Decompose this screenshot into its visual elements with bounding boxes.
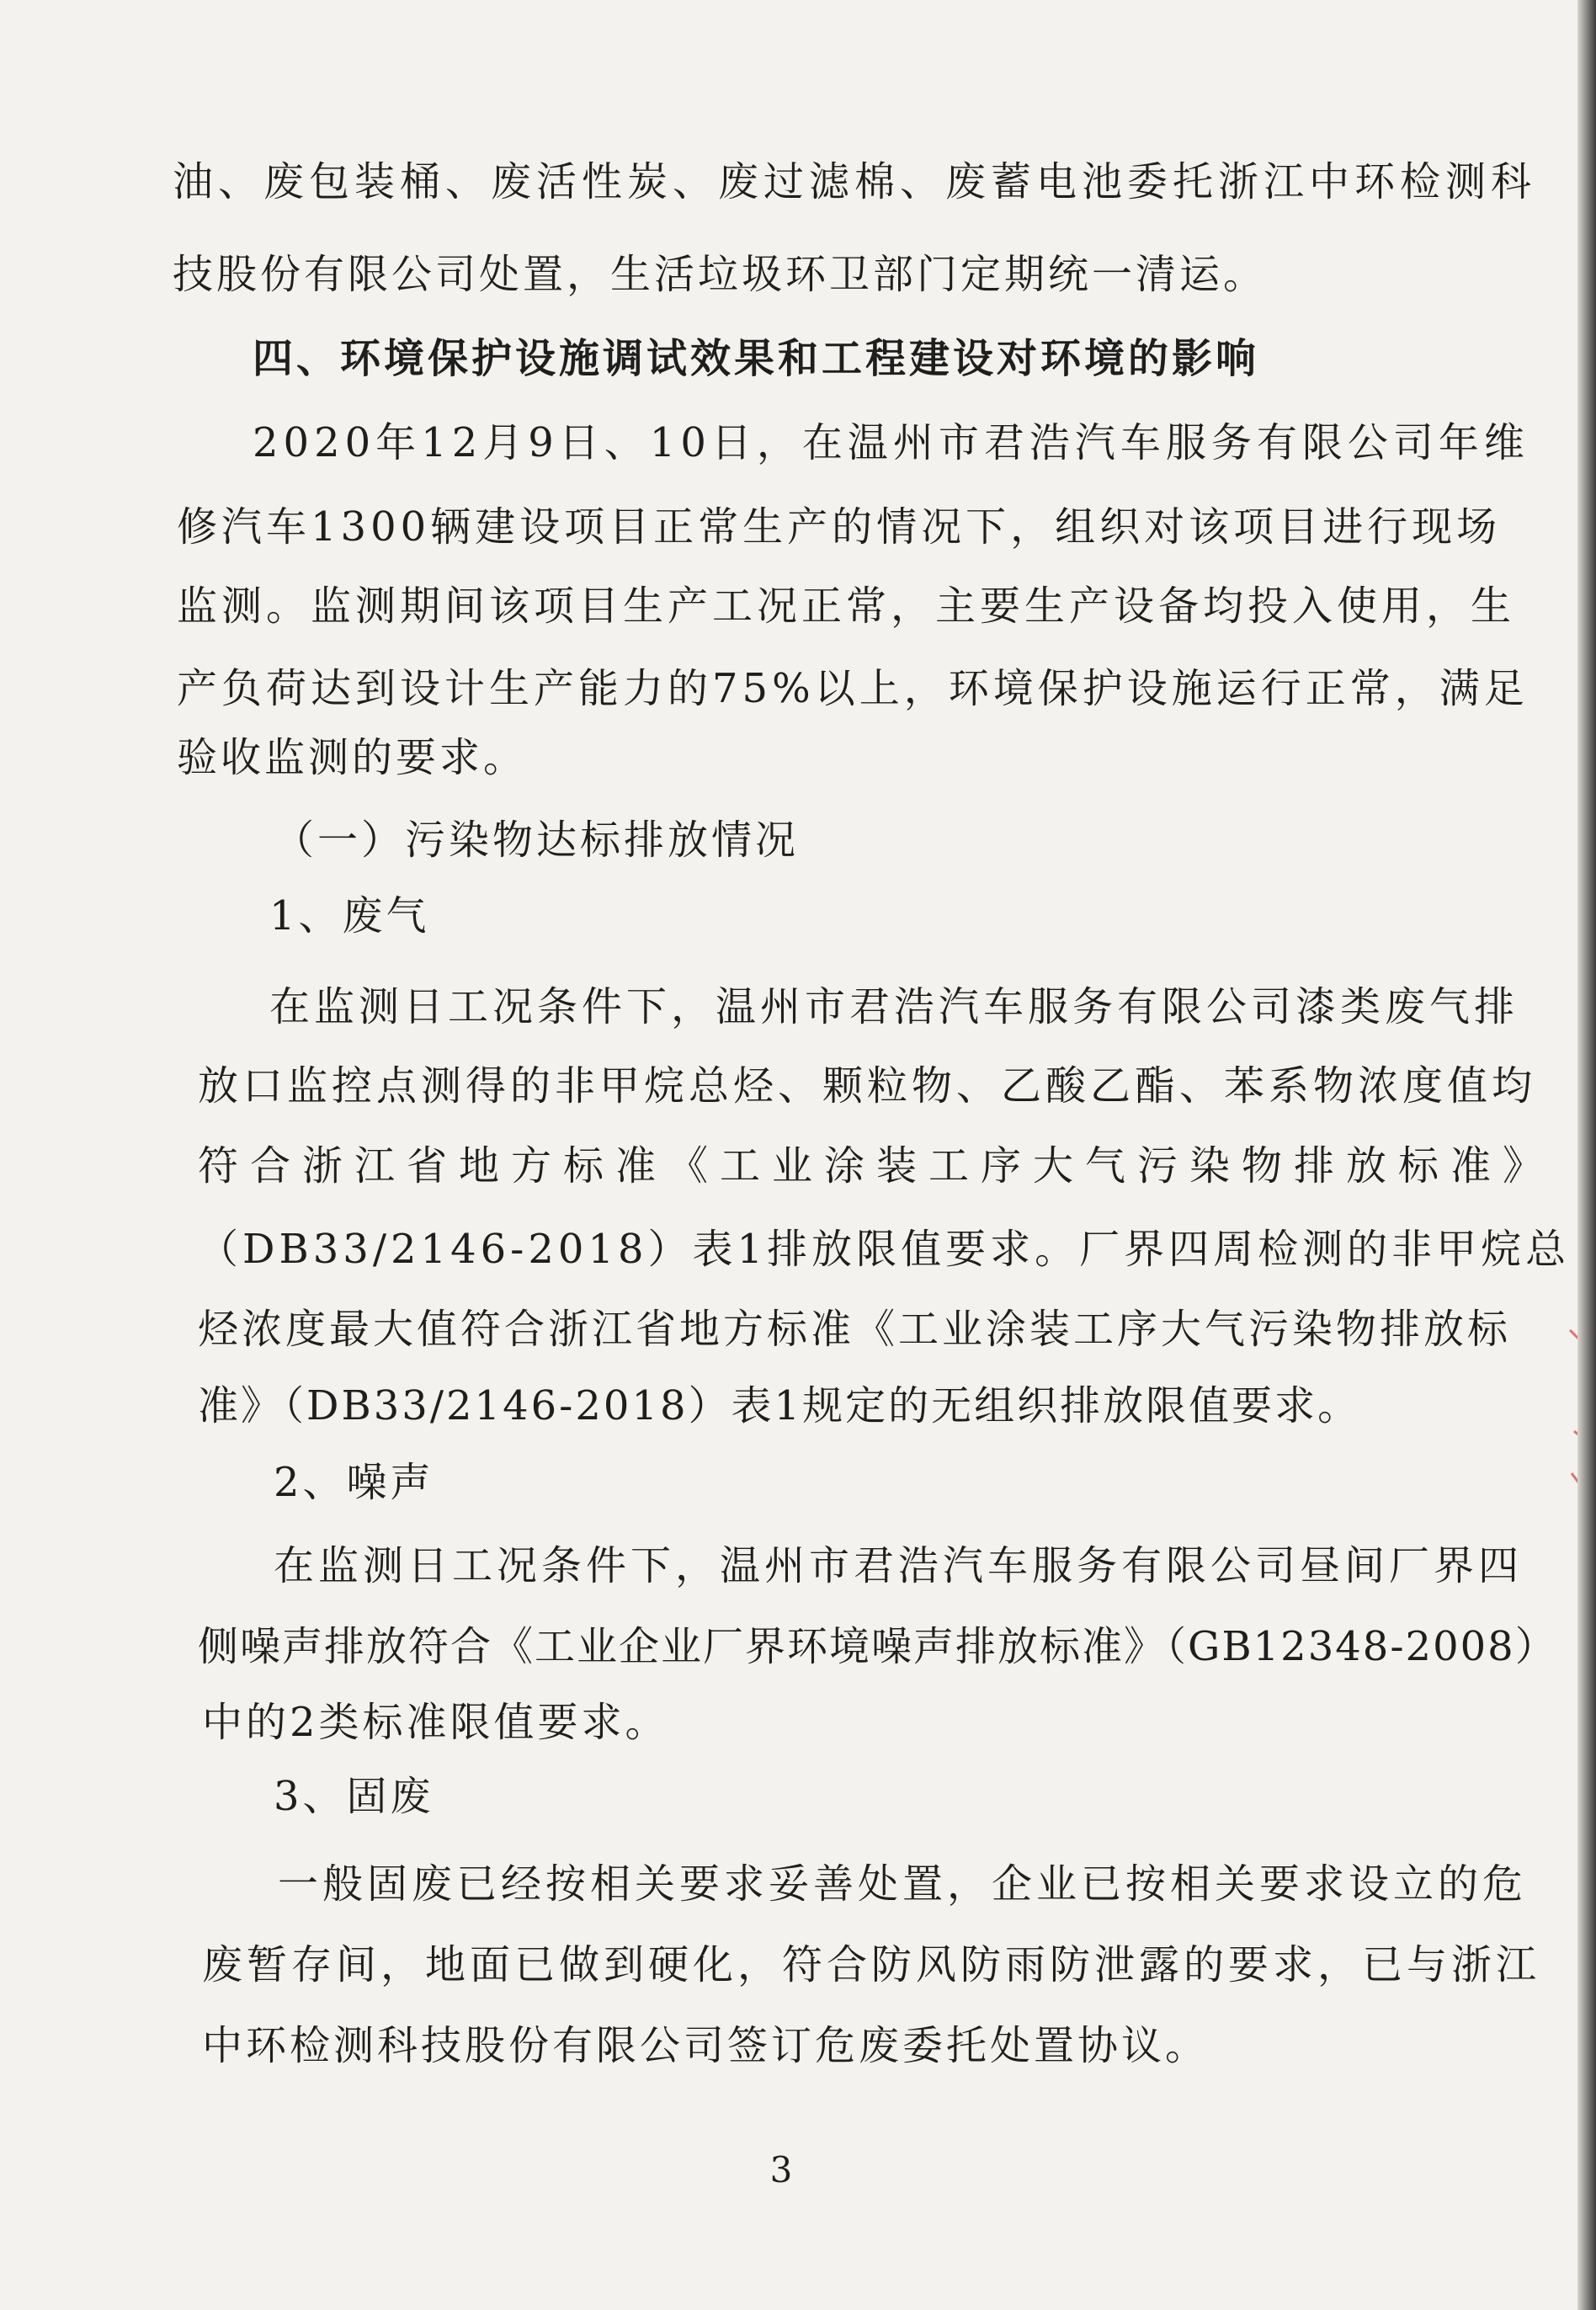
item-heading: 3、固废 — [274, 1773, 434, 1820]
text-line: 油、废包装桶、废活性炭、废过滤棉、废蓄电池委托浙江中环检测科 — [173, 158, 1537, 205]
text-line: 技股份有限公司处置，生活垃圾环卫部门定期统一清运。 — [173, 251, 1268, 298]
text-line: 产负荷达到设计生产能力的75%以上，环境保护设施运行正常，满足 — [177, 665, 1529, 712]
item-heading: 1、废气 — [269, 892, 430, 939]
section-heading: 四、环境保护设施调试效果和工程建设对环境的影响 — [253, 335, 1260, 382]
text-line: 侧噪声排放符合《工业企业厂界环境噪声排放标准》（GB12348-2008） — [198, 1623, 1557, 1670]
text-line: 修汽车1300辆建设项目正常生产的情况下，组织对该项目进行现场 — [177, 503, 1502, 551]
scan-edge — [1577, 0, 1596, 2310]
text-line: 准》（DB33/2146-2018）表1规定的无组织排放限值要求。 — [198, 1382, 1361, 1429]
text-line: 验收监测的要求。 — [177, 734, 528, 781]
text-line: 中环检测科技股份有限公司签订危废委托处置协议。 — [202, 2022, 1210, 2069]
text-line: 2020年12月9日、10日，在温州市君浩汽车服务有限公司年维 — [253, 419, 1530, 466]
item-heading: 2、噪声 — [274, 1459, 434, 1506]
text-line: 在监测日工况条件下，温州市君浩汽车服务有限公司昼间厂界四 — [274, 1542, 1524, 1589]
text-line: 在监测日工况条件下，温州市君浩汽车服务有限公司漆类废气排 — [269, 983, 1519, 1030]
text-line: 放口监控点测得的非甲烷总烃、颗粒物、乙酸乙酯、苯系物浓度值均 — [198, 1062, 1537, 1110]
text-line: 监测。监测期间该项目生产工况正常，主要生产设备均投入使用，生 — [177, 583, 1516, 630]
text-line: 废暂存间，地面已做到硬化，符合防风防雨防泄露的要求，已与浙江 — [202, 1941, 1541, 1988]
text-line: 符合浙江省地方标准《工业涂装工序大气污染物排放标准》 — [198, 1142, 1556, 1190]
page-number: 3 — [769, 2149, 793, 2190]
subsection-heading: （一）污染物达标排放情况 — [274, 817, 800, 864]
text-line: 烃浓度最大值符合浙江省地方标准《工业涂装工序大气污染物排放标 — [198, 1306, 1512, 1353]
text-line: （DB33/2146-2018）表1排放限值要求。厂界四周检测的非甲烷总 — [198, 1226, 1571, 1273]
text-line: 中的2类标准限值要求。 — [202, 1699, 669, 1746]
text-line: 一般固废已经按相关要求妥善处置，企业已按相关要求设立的危 — [278, 1860, 1528, 1908]
